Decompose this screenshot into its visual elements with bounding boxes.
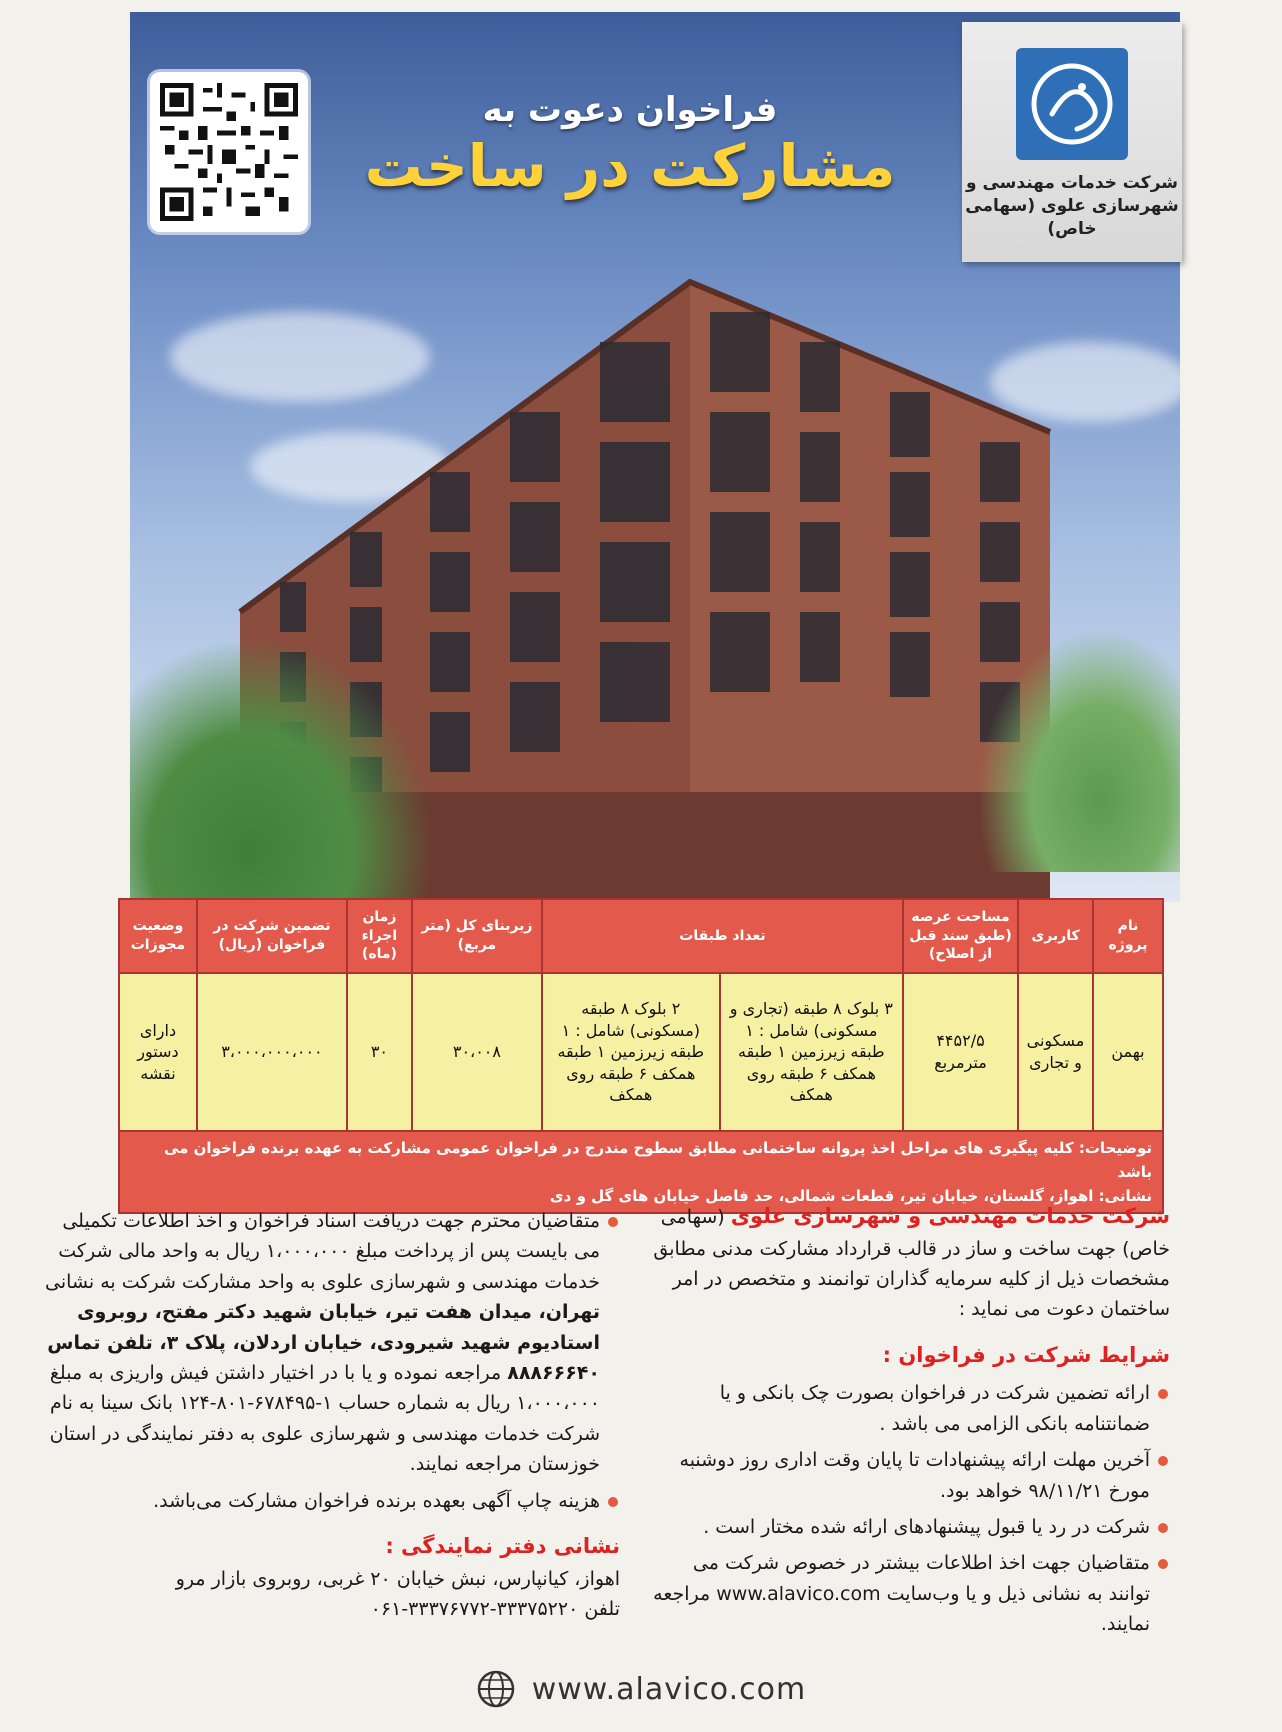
intro-paragraph — [650, 1200, 1170, 1325]
cell-permits: دارای دستور نقشه — [119, 973, 197, 1131]
condition-item: آخرین مهلت ارائه پیشنهادات تا پایان وقت اداری روز دوشنبه مورخ ۹۸/۱۱/۲۱ خواهد بود. — [650, 1445, 1170, 1506]
documents-text-b: مراجعه نموده و یا با در اختیار داشتن فیش واریزی به مبلغ ۱،۰۰۰،۰۰۰ ریال به شماره حساب ۱-۶۷۸۴۹۵-۸۰۱-۱۲۴ بانک سینا به نام شرکت خدمات مهندسی و شهرسازی علوی به دفتر نمایندگی در استان خوزستان مراجعه نمایند. — [49, 1361, 600, 1476]
cell-floors-b: ۲ بلوک ۸ طبقه (مسکونی) شامل : ۱ طبقه زیرزمین ۱ طبقه همکف ۶ طبقه روی همکف — [542, 973, 720, 1131]
th-area: مساحت عرصه (طبق سند قبل از اصلاح) — [903, 899, 1018, 973]
documents-paragraph — [40, 1206, 620, 1480]
th-total-area: زیربنای کل (متر مربع) — [412, 899, 542, 973]
cell-total-area: ۳۰،۰۰۸ — [412, 973, 542, 1131]
cell-guarantee: ۳،۰۰۰،۰۰۰،۰۰۰ — [197, 973, 347, 1131]
th-duration: زمان اجراء (ماه) — [347, 899, 412, 973]
right-column — [650, 1200, 1170, 1639]
cell-duration: ۳۰ — [347, 973, 412, 1131]
th-usage: کاربری — [1018, 899, 1093, 973]
th-permits: وضعیت مجوزات — [119, 899, 197, 973]
tehran-address: تهران، میدان هفت تیر، خیابان شهید دکتر مفتح، روبروی استادیوم شهید شیرودی، خیابان اردلان، پلاک ۳، تلفن تماس ۸۸۸۶۶۶۴۰ — [47, 1301, 600, 1384]
company-title: شرکت خدمات مهندسی و شهرسازی علوی — [730, 1204, 1170, 1228]
footer — [0, 1660, 1282, 1718]
calligraphy-logo-icon — [1027, 59, 1117, 149]
table-header-row — [119, 899, 1163, 973]
headline-title: مشارکت در ساخت — [364, 132, 896, 200]
trees-left — [130, 642, 430, 902]
condition-item: متقاضیان جهت اخذ اطلاعات بیشتر در خصوص شرکت می توانند به نشانی ذیل و یا وب‌سایت www.alavico.com مراجعه نمایند. — [650, 1548, 1170, 1639]
condition-item: ارائه تضمین شرکت در فراخوان بصورت چک بانکی و یا ضمانتنامه بانکی الزامی می باشد . — [650, 1378, 1170, 1439]
company-logo-card — [962, 22, 1182, 262]
project-table — [118, 898, 1164, 1214]
headline-subtitle: فراخوان دعوت به — [482, 90, 778, 130]
company-logo — [1016, 48, 1128, 160]
trees-right — [980, 632, 1180, 872]
cell-project: بهمن — [1093, 973, 1163, 1131]
cell-floors-a: ۳ بلوک ۸ طبقه (تجاری و مسکونی) شامل : ۱ طبقه زیرزمین ۱ طبقه همکف ۶ طبقه روی همکف — [720, 973, 903, 1131]
documents-text-a: متقاضیان محترم جهت دریافت اسناد فراخوان و اخذ اطلاعات تکمیلی می بایست پس از پرداخت مبلغ ۱،۰۰۰،۰۰۰ ریال به واحد مالی شرکت خدمات مهندسی و شهرسازی علوی به واحد مشارکت شرکت به نشانی — [45, 1210, 600, 1293]
conditions-title: شرایط شرکت در فراخوان : — [882, 1342, 1170, 1367]
left-column — [40, 1200, 620, 1624]
table-row — [119, 973, 1163, 1131]
condition-item: شرکت در رد یا قبول پیشنهادهای ارائه شده مختار است . — [650, 1512, 1170, 1542]
notes-text: توضیحات: کلیه پیگیری های مراحل اخذ پروانه ساختمانی مطابق سطوح مندرج در فراخوان عمومی مشارکت به عهده برنده فراخوان می باشد — [163, 1139, 1152, 1181]
th-project: نام پروژه — [1093, 899, 1163, 973]
cell-usage: مسکونی و تجاری — [1018, 973, 1093, 1131]
th-floors: تعداد طبقات — [542, 899, 903, 973]
project-address: نشانی: اهواز، گلستان، خیابان تیر، قطعات شمالی، حد فاصل خیابان های گل و دی — [549, 1187, 1152, 1205]
company-type: (سهامی خاص) — [660, 1206, 1170, 1260]
office-phone: تلفن ۳۳۳۷۵۲۲۰-۳۳۳۷۶۷۷۲-۰۶۱ — [370, 1597, 620, 1620]
ad-cost-note: هزینه چاپ آگهی بعهده برنده فراخوان مشارکت می‌باشد. — [40, 1486, 620, 1516]
company-name: شرکت خدمات مهندسی و شهرسازی علوی (سهامی خاص) — [965, 173, 1179, 239]
qr-code[interactable] — [150, 72, 308, 232]
cell-area: ۴۴۵۲/۵ مترمربع — [903, 973, 1018, 1131]
website-link[interactable]: www.alavico.com — [531, 1671, 807, 1707]
headline — [330, 90, 930, 210]
office-address: اهواز، کیانپارس، نبش خیابان ۲۰ غربی، روبروی بازار مرو — [175, 1567, 620, 1590]
qr-code-icon — [160, 82, 298, 222]
globe-icon — [476, 1669, 516, 1709]
office-title: نشانی دفتر نمایندگی : — [385, 1533, 620, 1558]
th-guarantee: تضمین شرکت در فراخوان (ریال) — [197, 899, 347, 973]
intro-text: جهت ساخت و ساز در قالب قرارداد مشارکت مدنی مطابق مشخصات ذیل از کلیه سرمایه گذاران توانمند و متخصص در امر ساختمان دعوت می نماید : — [653, 1237, 1170, 1321]
